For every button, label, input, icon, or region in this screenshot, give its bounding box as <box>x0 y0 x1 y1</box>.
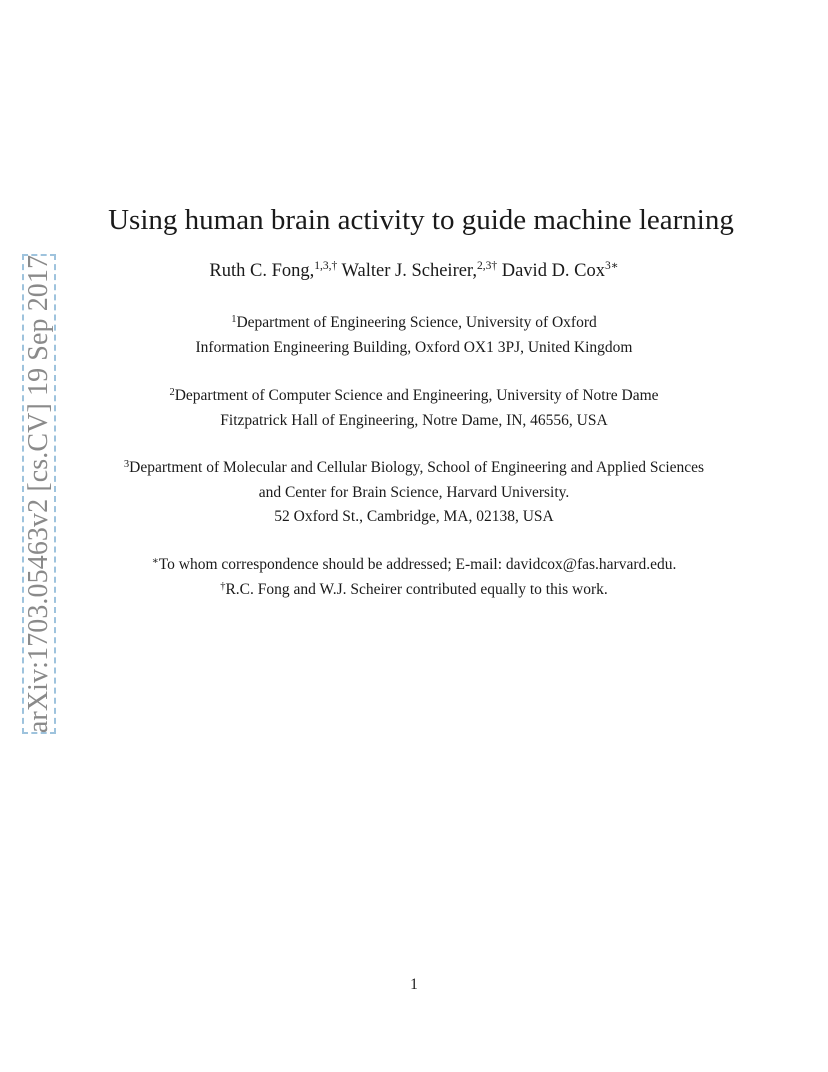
affiliation-line: 52 Oxford St., Cambridge, MA, 02138, USA <box>274 508 554 525</box>
note-text: R.C. Fong and W.J. Scheirer contributed equally to this work. <box>225 580 608 598</box>
author-name: Walter J. Scheirer, <box>341 261 477 281</box>
affiliation-line <box>0 456 828 481</box>
affiliation-line: Information Engineering Building, Oxford OX1 3PJ, United Kingdom <box>195 338 633 356</box>
author-name: David D. Cox <box>501 261 606 281</box>
affiliation-mark: 1 <box>231 314 237 325</box>
author-affiliation-marks: 2,3† <box>476 260 498 272</box>
note-mark: ∗ <box>151 556 159 567</box>
affiliation-1 <box>0 311 828 360</box>
note-mark: † <box>220 580 226 592</box>
correspondence-note <box>0 553 828 578</box>
paper-title: Using human brain activity to guide machine learning <box>108 204 734 236</box>
page-number: 1 <box>410 976 418 993</box>
author-notes <box>0 553 828 602</box>
equal-contribution-note <box>0 578 828 603</box>
affiliation-3 <box>0 456 828 530</box>
author-list <box>0 258 828 284</box>
affiliation-text: Department of Engineering Science, University of Oxford <box>236 314 597 331</box>
affiliation-text: Department of Computer Science and Engineering, University of Notre Dame <box>174 387 659 404</box>
arxiv-stamp-text: arXiv:1703.05463v2 [cs.CV] 19 Sep 2017 <box>23 254 54 734</box>
affiliation-line <box>0 311 828 336</box>
affiliation-line: Fitzpatrick Hall of Engineering, Notre Dame, IN, 46556, USA <box>220 411 608 429</box>
affiliation-line: and Center for Brain Science, Harvard University. <box>258 483 570 501</box>
affiliation-line <box>0 384 828 409</box>
affiliation-mark: 3 <box>123 459 130 470</box>
author-name: Ruth C. Fong, <box>209 261 315 281</box>
author-affiliation-marks: 3∗ <box>605 260 619 272</box>
affiliation-mark: 2 <box>169 387 175 398</box>
note-text: To whom correspondence should be addressed; E-mail: davidcox@fas.harvard.edu. <box>158 556 677 573</box>
affiliation-2 <box>0 384 828 433</box>
affiliation-text: Department of Molecular and Cellular Biology, School of Engineering and Applied Sciences <box>129 459 705 476</box>
author-affiliation-marks: 1,3,† <box>314 260 338 272</box>
